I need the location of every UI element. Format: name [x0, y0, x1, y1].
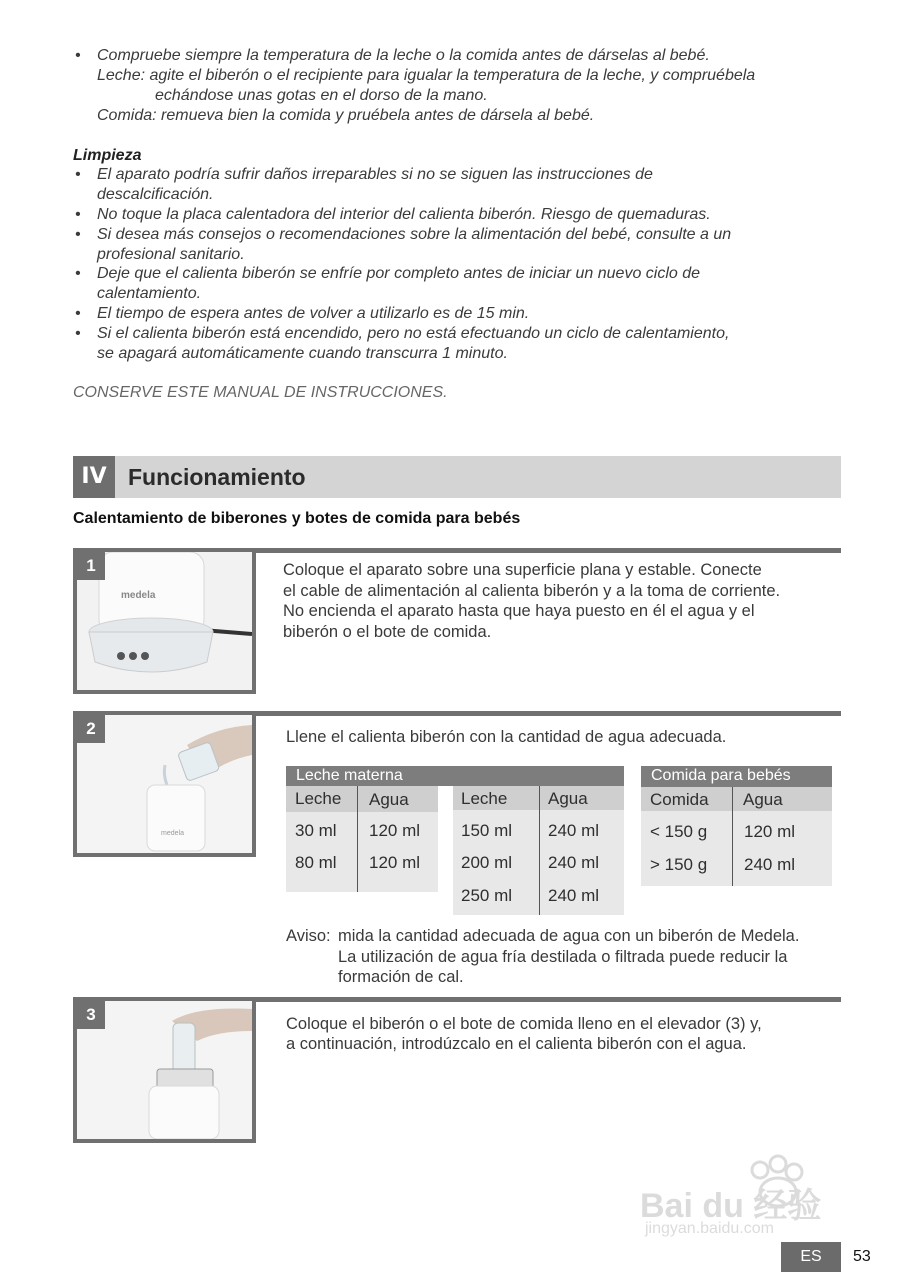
bullet-dot: • — [75, 305, 81, 322]
notice-line-1: mida la cantidad adecuada de agua con un biberón de Medela. — [338, 927, 800, 945]
cleaning-item-6-cont: se apagará automáticamente cuando transcurra 1 minuto. — [97, 345, 508, 362]
step-3-number: 3 — [77, 1001, 105, 1029]
intro-line-3: echándose unas gotas en el dorso de la mano. — [155, 87, 488, 104]
bullet-dot: • — [75, 166, 81, 183]
brand-logo: medela — [161, 830, 184, 837]
section-number: IV — [73, 456, 115, 498]
milk-b-r2-water: 240 ml — [548, 853, 600, 872]
milk-a-divider — [357, 786, 358, 892]
milk-b-divider — [539, 786, 540, 915]
bullet-dot: • — [75, 47, 81, 64]
milk-a-r1-milk: 30 ml — [295, 821, 337, 840]
cleaning-item-3-cont: profesional sanitario. — [97, 246, 245, 263]
brand-logo: medela — [121, 590, 156, 601]
food-r2-food: > 150 g — [650, 855, 708, 874]
notice-line-3: formación de cal. — [338, 968, 464, 986]
food-r1-food: < 150 g — [650, 822, 708, 841]
bullet-dot: • — [75, 265, 81, 282]
milk-b-r3-milk: 250 ml — [461, 886, 513, 905]
watermark-url: jingyan.baidu.com — [645, 1220, 774, 1237]
milk-a-r2-milk: 80 ml — [295, 853, 337, 872]
watermark-brand: Bai du 经验 — [640, 1187, 822, 1225]
step-2-illustration — [73, 711, 256, 857]
milk-b-r2-milk: 200 ml — [461, 853, 513, 872]
milk-b-r1-water: 240 ml — [548, 821, 600, 840]
section-header — [73, 456, 841, 498]
col-header-water: Agua — [369, 790, 409, 809]
step-3-line-2: a continuación, introdúzcalo en el calienta biberón con el agua. — [286, 1035, 747, 1053]
food-header — [641, 787, 832, 811]
step-2-number: 2 — [77, 715, 105, 743]
milk-a-r2-water: 120 ml — [369, 853, 421, 872]
milk-b-r3-water: 240 ml — [548, 886, 600, 905]
col-header-milk: Leche — [295, 789, 342, 808]
step-1-line-4: biberón o el bote de comida. — [283, 623, 492, 641]
notice-label: Aviso: — [286, 927, 331, 945]
page-number: 53 — [853, 1248, 871, 1265]
bullet-dot: • — [75, 206, 81, 223]
intro-line-2: Leche: agite el biberón o el recipiente para igualar la temperatura de la leche, y compruébela — [97, 67, 756, 84]
col-header-water: Agua — [743, 790, 783, 809]
notice-line-2: La utilización de agua fría destilada o filtrada puede reducir la — [338, 948, 788, 966]
milk-a-r1-water: 120 ml — [369, 821, 421, 840]
intro-line-1: Compruebe siempre la temperatura de la leche o la comida antes de dárselas al bebé. — [97, 47, 710, 64]
step-1-line-1: Coloque el aparato sobre una superficie plana y estable. Conecte — [283, 561, 762, 579]
food-r1-water: 120 ml — [744, 822, 796, 841]
col-header-water: Agua — [548, 789, 588, 808]
cleaning-item-3: Si desea más consejos o recomendaciones sobre la alimentación del bebé, consulte a un — [97, 226, 732, 243]
milk-b-r1-milk: 150 ml — [461, 821, 513, 840]
col-header-milk: Leche — [461, 789, 508, 808]
watermark — [640, 1150, 855, 1245]
keep-manual-note: CONSERVE ESTE MANUAL DE INSTRUCCIONES. — [73, 384, 448, 401]
bullet-dot: • — [75, 226, 81, 243]
food-table-title: Comida para bebés — [641, 766, 832, 787]
section-title: Funcionamiento — [128, 464, 306, 490]
bullet-dot: • — [75, 325, 81, 342]
milk-a-header — [286, 786, 438, 812]
milk-table-title: Leche materna — [286, 766, 624, 786]
cleaning-item-5: El tiempo de espera antes de volver a utilizarlo es de 15 min. — [97, 305, 530, 322]
col-header-food: Comida — [650, 790, 709, 809]
cleaning-heading: Limpieza — [73, 147, 142, 164]
food-r2-water: 240 ml — [744, 855, 796, 874]
language-badge: ES — [781, 1242, 841, 1272]
intro-line-4: Comida: remueva bien la comida y pruébela antes de dársela al bebé. — [97, 107, 595, 124]
step-1-illustration — [73, 548, 256, 694]
cleaning-item-4-cont: calentamiento. — [97, 285, 202, 302]
step-3-illustration — [73, 997, 256, 1143]
cleaning-item-4: Deje que el calienta biberón se enfríe por completo antes de iniciar un nuevo ciclo de — [97, 265, 701, 282]
step-1-line-3: No encienda el aparato hasta que haya puesto en él el agua y el — [283, 602, 755, 620]
cleaning-item-2: No toque la placa calentadora del interior del calienta biberón. Riesgo de quemaduras. — [97, 206, 711, 223]
step-3-line-1: Coloque el biberón o el bote de comida lleno en el elevador (3) y, — [286, 1015, 762, 1033]
cleaning-item-1-cont: descalcificación. — [97, 186, 214, 203]
food-divider — [732, 787, 733, 886]
subheading: Calentamiento de biberones y botes de comida para bebés — [73, 510, 521, 527]
step-2-line-1: Llene el calienta biberón con la cantidad de agua adecuada. — [286, 728, 727, 746]
cleaning-item-6: Si el calienta biberón está encendido, pero no está efectuando un ciclo de calentamiento, — [97, 325, 730, 342]
cleaning-item-1: El aparato podría sufrir daños irreparables si no se siguen las instrucciones de — [97, 166, 653, 183]
step-1-number: 1 — [77, 552, 105, 580]
step-1-line-2: el cable de alimentación al calienta biberón y a la toma de corriente. — [283, 582, 781, 600]
